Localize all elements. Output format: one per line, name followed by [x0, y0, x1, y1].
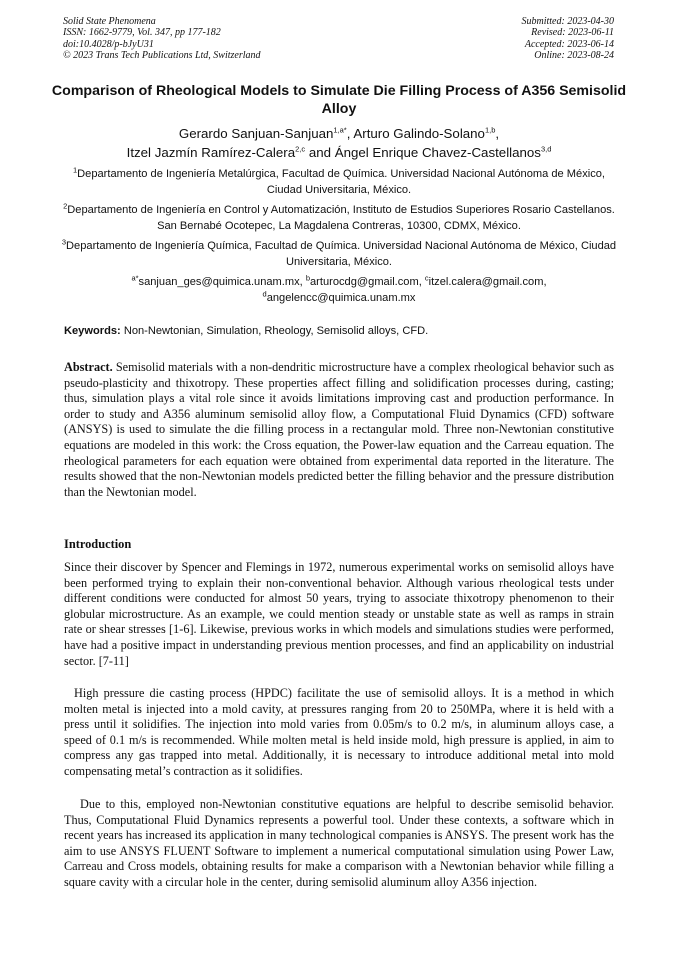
submitted-date: Submitted: 2023-04-30 — [521, 16, 614, 27]
email-link[interactable]: itzel.calera@gmail.com, — [428, 276, 547, 288]
affiliation-2 — [60, 203, 618, 234]
author-list: Gerardo Sanjuan-Sanjuan$^{1,a*}$, Arturo Galindo-Solano$^{1,b}$, Itzel Jazmín Ramírez-Calera$^{2,c}$ and Ángel Enrique Chavez-Castellanos$^{3,d}$ — [126, 125, 552, 160]
affiliation-text: Departamento de Ingeniería en Control y Automatización, Instituto de Estudios Superiores Rosario Castellanos. San Bernabé Ocotepec, La Magdalena Contreras, 10300, CDMX, México. — [67, 204, 615, 232]
journal-info — [63, 16, 261, 62]
author-name: Itzel Jazmín Ramírez-Calera — [126, 145, 296, 160]
email-marker: a* — [131, 273, 139, 283]
author-name: Ángel Enrique Chavez-Castellanos — [334, 145, 541, 160]
author-name: Arturo Galindo-Solano — [353, 126, 485, 141]
keywords — [64, 324, 614, 339]
email-link[interactable]: arturocdg@gmail.com, — [310, 276, 422, 288]
issn-volume: ISSN: 1662-9779, Vol. 347, pp 177-182 — [63, 27, 221, 39]
author-conjunction: and — [308, 145, 332, 160]
abstract — [64, 360, 614, 500]
introduction-paragraph-2: High pressure die casting process (HPDC) facilitate the use of semisolid alloys. It is a method in which molten metal is injected into a mold cavity, at pressures ranging from 20 to 250MPa, where it is held with a press until it solidifies. The injection into mold varies from 0.05m/s to 0.2 m/s, in aluminum alloys case, a speed of 0.1 m/s is recommended. While molten metal is held inside mold, high pressure is applied, in aim to compress any gas trapped into metal. Additionally, it is necessary to introduce additional metal into mold compensating metal’s contraction as it solidifies. — [64, 686, 614, 778]
affiliation-1 — [60, 167, 618, 198]
author-superscript: 3,d — [540, 144, 552, 154]
author-superscript: 1,a* — [333, 125, 347, 135]
online-date: Online: 2023-08-24 — [534, 50, 614, 62]
keywords-label: Keywords: — [64, 325, 121, 337]
author-name: Gerardo Sanjuan-Sanjuan — [178, 126, 334, 141]
author-superscript: 1,b — [484, 125, 496, 135]
author-superscript: 2,c — [295, 144, 306, 154]
copyright: © 2023 Trans Tech Publications Ltd, Switzerland — [63, 50, 261, 62]
abstract-text: Semisolid materials with a non-dendritic microstructure have a complex rheological behavior such as pseudo-plasticity and thixotropy. These properties affect filling and solidification processes during, casting; thus, simulation plays a vital role since it avoids limitations improving cast and production performance. In order to study and A356 aluminum semisolid alloy flow, a Computational Fluid Dynamics (CFD) software (ANSYS) is used to simulate the die filling process in a rectangular mold. Three non-Newtonian constitutive equations are modeled in this work: the Cross equation, the Power-law equation and the Carreau equation. The rheological parameters for each equation were obtained from experimental data reported in the literature. The results showed that the non-Newtonian models predicted better the filling behavior and the pressure distribution than the Newtonian model. — [64, 360, 614, 499]
author-emails — [60, 275, 618, 306]
affiliation-text: Departamento de Ingeniería Química, Facultad de Química. Universidad Nacional Autónoma de México, Ciudad Universitaria, México. — [66, 240, 617, 268]
affiliation-text: Departamento de Ingeniería Metalúrgica, Facultad de Química. Universidad Nacional Autónoma de México, Ciudad Universitaria, México. — [77, 168, 606, 196]
paper-title: Comparison of Rheological Models to Simulate Die Filling Process of A356 Semisolid Alloy — [51, 83, 627, 117]
affiliation-3 — [60, 239, 618, 270]
email-marker: b — [305, 273, 311, 283]
email-marker: d — [262, 288, 267, 298]
section-heading-introduction: Introduction — [64, 537, 132, 551]
affiliation-marker: 3 — [61, 237, 67, 247]
email-link[interactable]: angelencc@quimica.unam.mx — [266, 291, 416, 304]
doi-link[interactable]: doi:10.4028/p-bJyU31 — [63, 38, 154, 50]
affiliation-marker: 1 — [72, 165, 78, 175]
introduction-paragraph-3: Due to this, employed non-Newtonian constitutive equations are helpful to describe semisolid behavior. Thus, Computational Fluid Dynamics represents a powerful tool. Under these contexts, a software which in recent years has increased its application in many technological companies is ANSYS. The present work has the aim to use ANSYS FLUENT Software to implement a numerical computational simulation using Power Law, Carreau and Cross models, obtaining results for make a comparison with a Newtonian behavior while filling a square cavity with a circular hole in the center, during semisolid aluminum alloy A356 injection. — [64, 797, 614, 889]
introduction-paragraph-1: Since their discover by Spencer and Flemings in 1972, numerous experimental works on semisolid alloys have been performed trying to explain their non-conventional behavior. Although various rheological tests under different conditions were conducted for almost 50 years, trying to associate thixotropy phenomenon to their globular microstructure. As an example, we could mention steady or unstable state as well as ramps in strain rate or shear stresses [1-6]. Likewise, previous works in which models and simulations studies were performed, have had a positive impact in understanding previous mention processes, and find an applicability on industrial sector. [7-11] — [64, 560, 614, 668]
journal-name: Solid State Phenomena — [63, 16, 156, 27]
keywords-text: Non-Newtonian, Simulation, Rheology, Semisolid alloys, CFD. — [123, 325, 429, 337]
email-marker: c — [424, 273, 429, 283]
affiliation-marker: 2 — [63, 201, 68, 211]
abstract-label: Abstract. — [64, 360, 113, 374]
email-link[interactable]: sanjuan_ges@quimica.unam.mx, — [138, 276, 303, 288]
revised-date: Revised: 2023-06-11 — [531, 27, 614, 39]
publication-dates — [522, 16, 615, 62]
accepted-date: Accepted: 2023-06-14 — [524, 38, 614, 50]
